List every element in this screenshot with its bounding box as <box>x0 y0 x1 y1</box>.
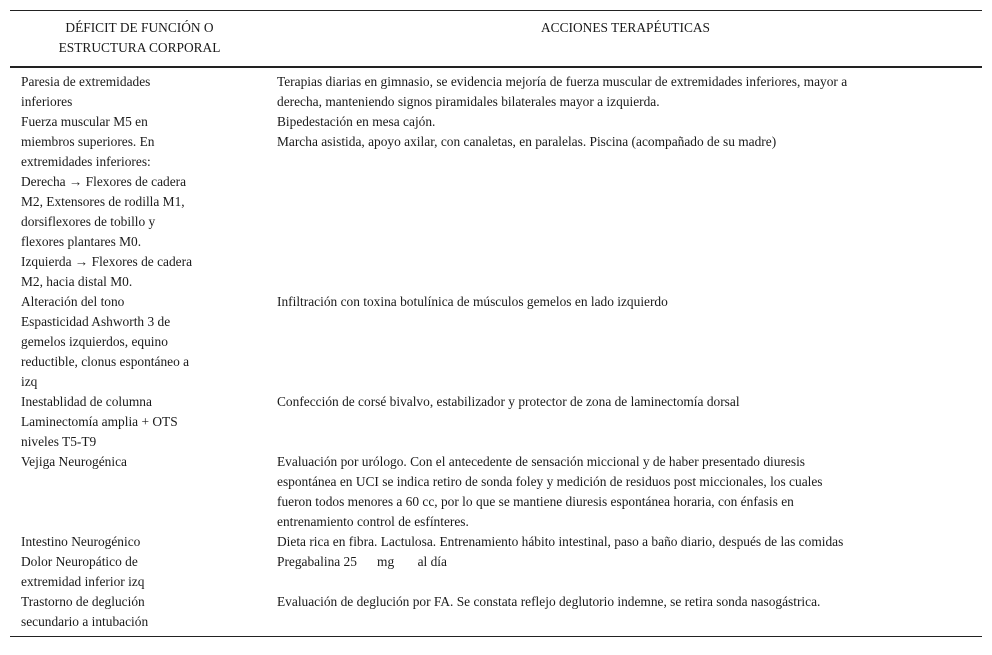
actions-cell <box>269 67 982 112</box>
table-header <box>10 11 982 68</box>
deficit-text-line: Izquierda → Flexores de cadera <box>21 254 193 269</box>
deficit-text-line: Fuerza muscular M5 en <box>21 114 148 129</box>
header-deficit-line-2: ESTRUCTURA CORPORAL <box>58 40 221 55</box>
actions-text-line: Marcha asistida, apoyo axilar, con canaletas, en paralelas. Piscina (acompañado de su madre) <box>277 134 777 149</box>
deficit-text-line: niveles T5-T9 <box>21 434 97 449</box>
actions-text-line: Pregabalina 25 mg al día <box>277 554 447 569</box>
deficit-text-line: M2, hacia distal M0. <box>21 274 133 289</box>
deficit-text-line: dorsiflexores de tobillo y <box>21 214 156 229</box>
deficit-text-line: Intestino Neurogénico <box>21 534 141 549</box>
deficit-cell <box>10 452 269 532</box>
table-row <box>10 592 982 637</box>
therapy-table <box>10 10 982 637</box>
header-deficit <box>10 11 269 68</box>
table-row <box>10 552 982 592</box>
actions-text-line: Dieta rica en fibra. Lactulosa. Entrenamiento hábito intestinal, paso a baño diario, después de las comidas <box>277 534 844 549</box>
deficit-cell <box>10 292 269 392</box>
deficit-text-line: Derecha → Flexores de cadera <box>21 174 187 189</box>
actions-text-line: Evaluación por urólogo. Con el antecedente de sensación miccional y de haber presentado diuresis <box>277 454 806 469</box>
deficit-cell <box>10 532 269 552</box>
actions-text-line: Confección de corsé bivalvo, estabilizador y protector de zona de laminectomía dorsal <box>277 394 740 409</box>
deficit-text-line: extremidad inferior izq <box>21 574 145 589</box>
actions-cell <box>269 112 982 292</box>
deficit-text-line: Vejiga Neurogénica <box>21 454 127 469</box>
deficit-text-line: miembros superiores. En <box>21 134 155 149</box>
deficit-text-line: Alteración del tono <box>21 294 125 309</box>
deficit-text-line: izq <box>21 374 38 389</box>
table-row <box>10 67 982 112</box>
header-row <box>10 11 982 68</box>
deficit-text-line: Paresia de extremidades <box>21 74 151 89</box>
deficit-text-line: reductible, clonus espontáneo a <box>21 354 190 369</box>
deficit-cell <box>10 112 269 292</box>
actions-cell <box>269 392 982 452</box>
deficit-cell <box>10 592 269 637</box>
deficit-text-line: secundario a intubación <box>21 614 149 629</box>
actions-text-line: Terapias diarias en gimnasio, se evidencia mejoría de fuerza muscular de extremidades inferiores, mayor a <box>277 74 848 89</box>
table-body <box>10 67 982 637</box>
actions-cell <box>269 452 982 532</box>
deficit-cell <box>10 67 269 112</box>
actions-cell <box>269 552 982 592</box>
table-row <box>10 292 982 392</box>
deficit-text-line: flexores plantares M0. <box>21 234 142 249</box>
table-row <box>10 112 982 292</box>
actions-text-line: Evaluación de deglución por FA. Se constata reflejo deglutorio indemne, se retira sonda nasogástrica. <box>277 594 821 609</box>
deficit-text-line: gemelos izquierdos, equino <box>21 334 168 349</box>
header-actions-label: ACCIONES TERAPÉUTICAS <box>540 20 710 35</box>
actions-text-line: espontánea en UCI se indica retiro de sonda foley y medición de residuos post miccionales, los cuales <box>277 474 823 489</box>
therapy-table-container <box>10 10 982 637</box>
header-deficit-line-1: DÉFICIT DE FUNCIÓN O <box>65 20 214 35</box>
deficit-text-line: M2, Extensores de rodilla M1, <box>21 194 185 209</box>
deficit-text-line: extremidades inferiores: <box>21 154 151 169</box>
actions-text-line: Bipedestación en mesa cajón. <box>277 114 436 129</box>
deficit-cell <box>10 552 269 592</box>
deficit-text-line: Inestablidad de columna <box>21 394 152 409</box>
actions-text-line: derecha, manteniendo signos piramidales bilaterales mayor a izquierda. <box>277 94 660 109</box>
actions-cell <box>269 592 982 637</box>
deficit-text-line: Trastorno de deglución <box>21 594 145 609</box>
actions-cell <box>269 532 982 552</box>
deficit-text-line: Laminectomía amplia + OTS <box>21 414 178 429</box>
table-row <box>10 392 982 452</box>
actions-cell <box>269 292 982 392</box>
actions-text-line: fueron todos menores a 60 cc, por lo que se mantiene diuresis espontánea horaria, con énfasis en <box>277 494 794 509</box>
deficit-text-line: inferiores <box>21 94 73 109</box>
table-row <box>10 532 982 552</box>
actions-text-line: Infiltración con toxina botulínica de músculos gemelos en lado izquierdo <box>277 294 668 309</box>
deficit-cell <box>10 392 269 452</box>
table-row <box>10 452 982 532</box>
deficit-text-line: Espasticidad Ashworth 3 de <box>21 314 171 329</box>
actions-text-line: entrenamiento control de esfínteres. <box>277 514 469 529</box>
deficit-text-line: Dolor Neuropático de <box>21 554 138 569</box>
header-actions <box>269 11 982 68</box>
